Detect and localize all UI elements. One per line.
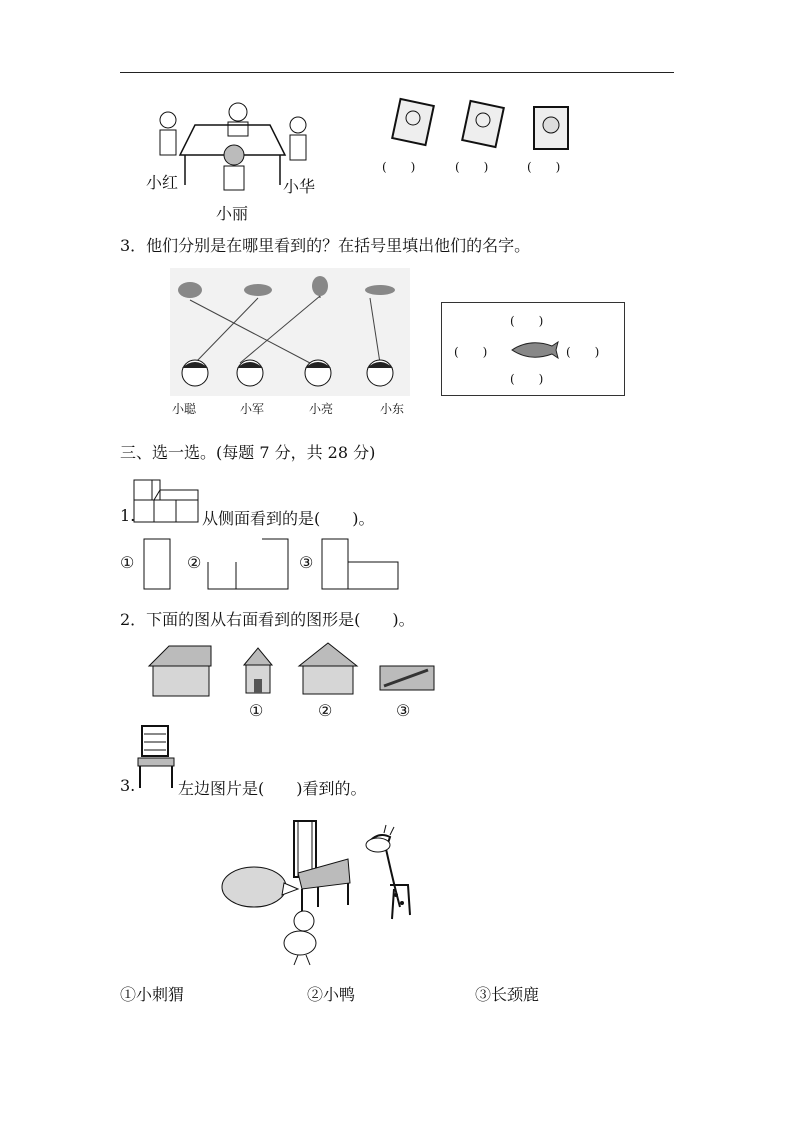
kid-xiaodong: 小东 — [380, 402, 405, 416]
s3-q2-option-2-label: ② — [318, 701, 333, 720]
section-3-heading: 三、选一选。(每题 7 分，共 28 分) — [120, 443, 376, 462]
s3-q2-text: 2．下面的图从右面看到的图形是( )。 — [120, 610, 415, 629]
s3-q3-option-hedgehog[interactable]: ①小刺猬 — [120, 985, 185, 1004]
name-xiaohua: 小华 — [283, 177, 316, 196]
name-xiaoli: 小丽 — [216, 204, 249, 223]
s3-q1-option-3-shape[interactable] — [320, 537, 406, 593]
house-option-3[interactable] — [378, 664, 436, 694]
s3-q3-text: 左边图片是( )看到的。 — [178, 779, 367, 798]
dolphin-icon — [510, 338, 560, 362]
s3-q1-option-3-label: ③ — [299, 553, 314, 572]
house-main-figure — [147, 642, 215, 700]
s3-q1-option-1-label: ① — [120, 553, 135, 572]
kid-xiaojun: 小军 — [240, 402, 265, 416]
blank-pic-2[interactable]: ( ) — [455, 160, 489, 174]
s3-q2-option-3-label: ③ — [396, 701, 411, 720]
s3-q1-option-1-shape[interactable] — [142, 537, 174, 593]
blank-bottom[interactable]: ( ) — [510, 372, 544, 386]
blank-left[interactable]: ( ) — [454, 345, 488, 359]
s3-q3-option-giraffe[interactable]: ③长颈鹿 — [475, 985, 540, 1004]
s3-q1-text: 从侧面看到的是( )。 — [202, 509, 375, 528]
house-option-1[interactable] — [242, 645, 274, 697]
top-rule — [120, 72, 674, 73]
view-picture-3 — [530, 105, 575, 155]
s3-q2-option-1-label: ① — [249, 701, 264, 720]
name-xiaohong: 小红 — [146, 173, 179, 192]
q3-question: 3．他们分别是在哪里看到的？在括号里填出他们的名字。 — [120, 236, 531, 255]
s3-q3-option-duck[interactable]: ②小鸭 — [307, 985, 356, 1004]
s3-q3-number: 3. — [120, 776, 136, 795]
s3-q1-option-2-shape[interactable] — [206, 537, 292, 593]
blank-pic-1[interactable]: ( ) — [382, 160, 416, 174]
view-picture-1 — [392, 98, 437, 148]
animals-kids-lines — [170, 268, 410, 398]
blank-top[interactable]: ( ) — [510, 314, 544, 328]
s3-q1-blocks-figure — [130, 478, 202, 524]
blank-right[interactable]: ( ) — [566, 345, 600, 359]
chair-small-figure — [134, 722, 178, 792]
s3-q1-option-2-label: ② — [187, 553, 202, 572]
kid-xiaoliang: 小亮 — [309, 402, 334, 416]
kid-xiaocong: 小聪 — [172, 402, 197, 416]
house-option-2[interactable] — [297, 640, 359, 698]
s3-q1-number: 1. — [120, 506, 136, 525]
blank-pic-3[interactable]: ( ) — [527, 160, 561, 174]
chair-animals-figure — [218, 815, 423, 970]
view-picture-2 — [462, 100, 507, 150]
